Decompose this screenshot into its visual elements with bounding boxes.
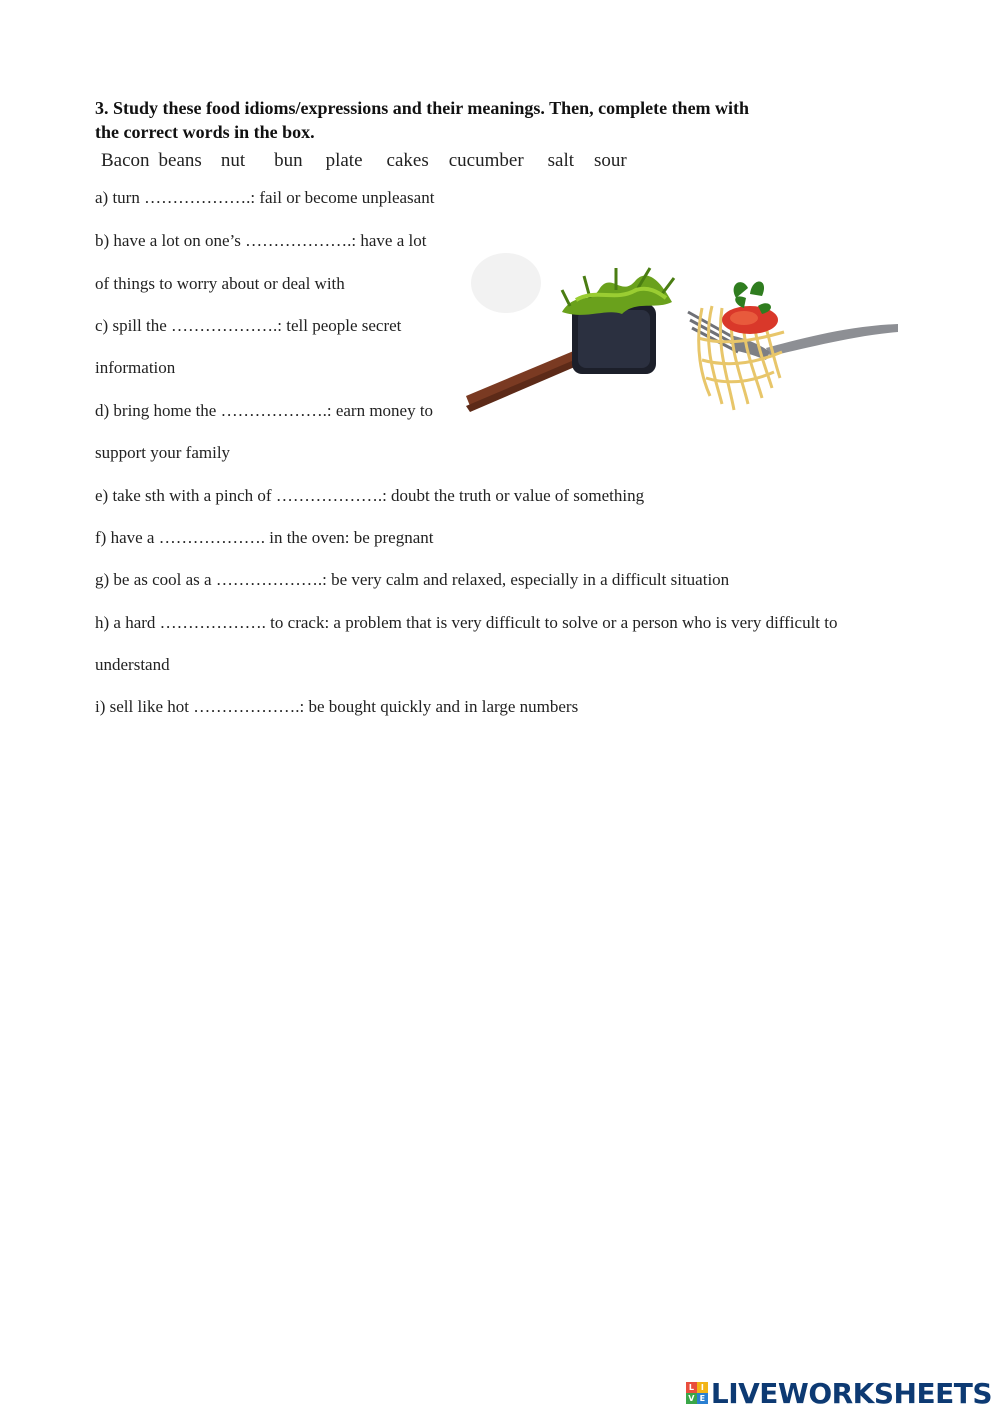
- idiom-b-text: b) have a lot on one’s: [95, 231, 246, 250]
- idiom-c-text: c) spill the: [95, 316, 172, 335]
- idiom-e: [95, 486, 644, 506]
- blank-a[interactable]: ……………….: [144, 188, 251, 207]
- blank-i[interactable]: ……………….: [193, 697, 300, 716]
- idiom-f-text: f) have a: [95, 528, 159, 547]
- liveworksheets-logo: [686, 1376, 992, 1410]
- idiom-i-meaning: : be bought quickly and in large numbers: [299, 697, 579, 716]
- word-cakes: cakes: [386, 150, 429, 171]
- idiom-i: [95, 697, 578, 717]
- blank-d[interactable]: ……………….: [220, 401, 327, 420]
- idiom-e-meaning: : doubt the truth or value of something: [382, 486, 645, 505]
- logo-letter-e: E: [697, 1393, 708, 1404]
- idiom-a-meaning: : fail or become unpleasant: [250, 188, 435, 207]
- logo-letter-v: V: [686, 1393, 697, 1404]
- blank-e[interactable]: ……………….: [275, 486, 383, 505]
- word-salt: salt: [547, 150, 575, 171]
- idiom-d-meaning: : earn money to: [326, 401, 434, 420]
- word-box: [101, 150, 627, 172]
- word-sour: sour: [594, 150, 627, 171]
- idiom-g-text: g) be as cool as a: [95, 570, 216, 589]
- idiom-a: [95, 188, 434, 208]
- food-photo: [466, 228, 902, 440]
- logo-text: LIVEWORKSHEETS: [710, 1376, 992, 1410]
- word-beans: beans: [158, 150, 202, 171]
- idiom-f: [95, 528, 434, 548]
- idiom-c: [95, 316, 401, 336]
- idiom-c-meaning: : tell people secret: [277, 316, 402, 335]
- idiom-d: [95, 401, 433, 421]
- idiom-e-text: e) take sth with a pinch of: [95, 486, 276, 505]
- idiom-b-meaning: : have a lot: [351, 231, 427, 250]
- word-nut: nut: [220, 150, 246, 171]
- idiom-d-continued: support your family: [95, 443, 231, 462]
- idiom-f-meaning: in the oven: be pregnant: [264, 528, 434, 547]
- idiom-g: [95, 570, 729, 590]
- blank-c[interactable]: ……………….: [171, 316, 278, 335]
- word-cucumber: cucumber: [448, 150, 524, 171]
- idiom-g-meaning: : be very calm and relaxed, especially in a difficult situation: [322, 570, 730, 589]
- idiom-h: [95, 613, 838, 633]
- word-bun: bun: [274, 150, 303, 171]
- logo-letter-i: I: [697, 1382, 708, 1393]
- idiom-d-text: d) bring home the: [95, 401, 221, 420]
- idiom-h-text: h) a hard: [95, 613, 160, 632]
- logo-letter-l: L: [686, 1382, 697, 1393]
- idiom-h-continued: understand: [95, 655, 170, 674]
- blank-b[interactable]: ……………….: [245, 231, 352, 250]
- word-plate: plate: [325, 150, 363, 171]
- blank-g[interactable]: ……………….: [215, 570, 323, 589]
- idiom-b-continued: of things to worry about or deal with: [95, 274, 345, 293]
- idiom-h-meaning: to crack: a problem that is very difficult to solve or a person who is very difficult to: [265, 613, 838, 632]
- idiom-a-text: a) turn: [95, 188, 145, 207]
- idiom-c-continued: information: [95, 358, 176, 377]
- logo-mark-icon: [686, 1382, 708, 1404]
- idiom-i-text: i) sell like hot: [95, 697, 194, 716]
- word-bacon: Bacon: [101, 150, 150, 171]
- blank-h[interactable]: ……………….: [159, 613, 266, 632]
- exercise-title: 3. Study these food idioms/expressions and their meanings. Then, complete them with the correct words in the box.: [95, 98, 750, 142]
- blank-f[interactable]: ……………….: [158, 528, 265, 547]
- idiom-b: [95, 231, 426, 251]
